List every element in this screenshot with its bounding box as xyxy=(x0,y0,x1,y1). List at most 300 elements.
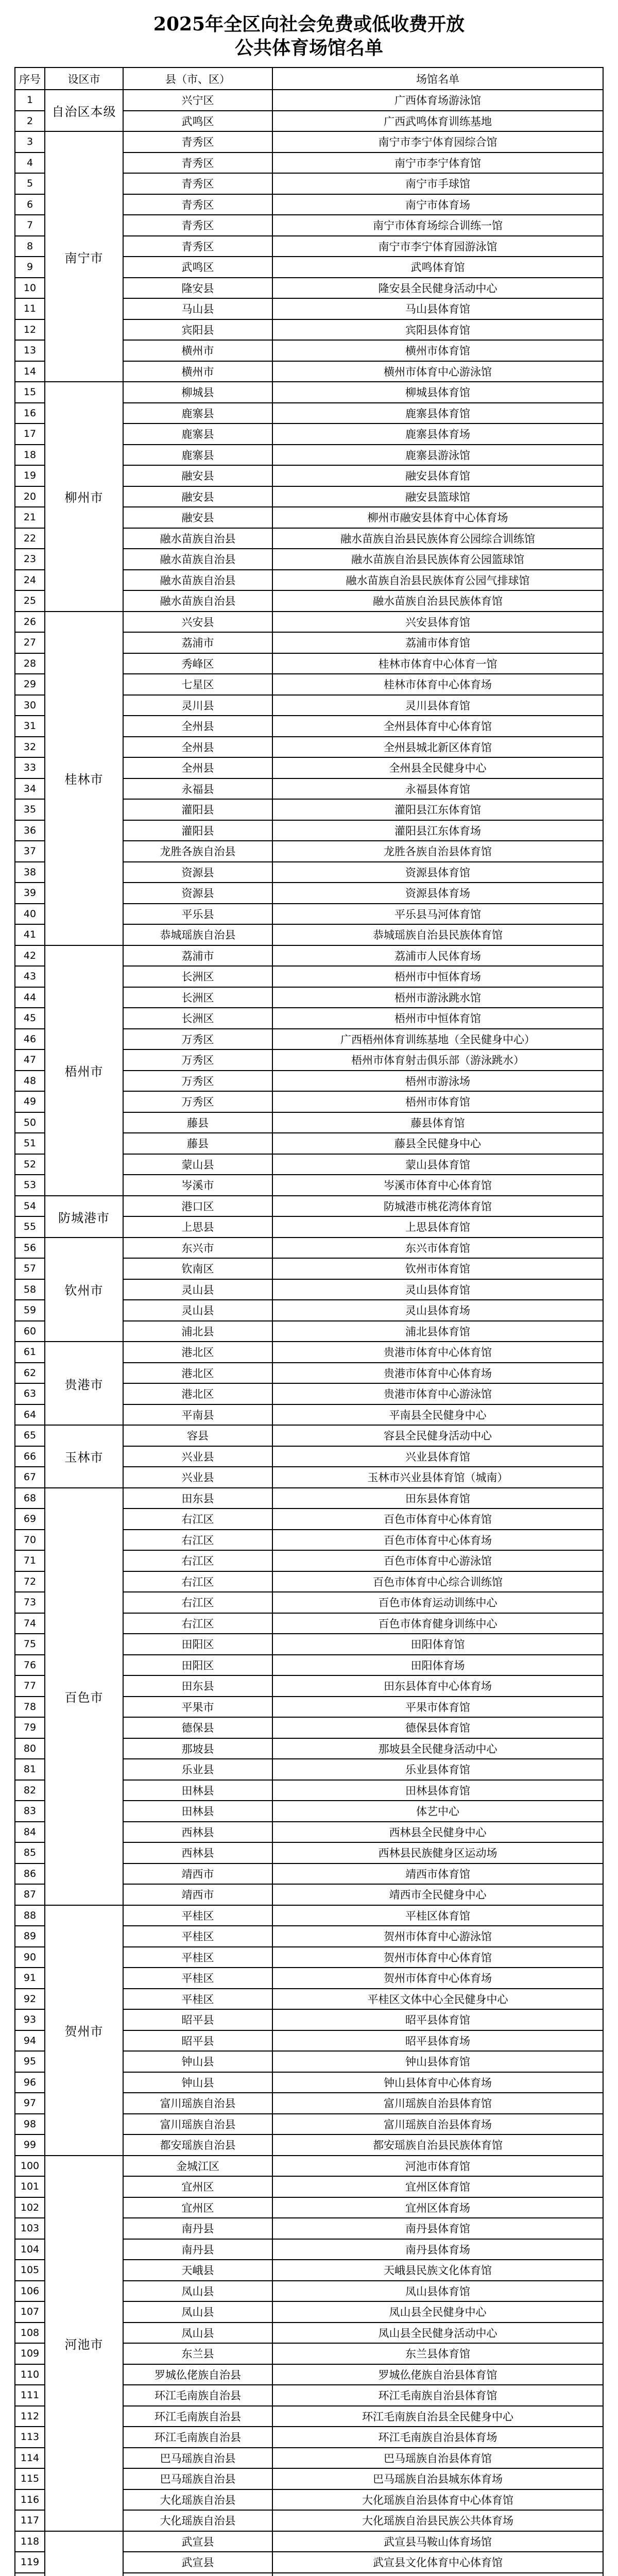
county-cell: 龙胜各族自治县 xyxy=(123,841,272,862)
county-cell: 港北区 xyxy=(123,1383,272,1404)
venue-cell: 融水苗族自治县民族体育公园篮球馆 xyxy=(272,549,603,570)
county-cell: 港北区 xyxy=(123,1363,272,1384)
venue-cell xyxy=(272,2573,603,2576)
row-seq: 80 xyxy=(15,1738,45,1759)
venue-cell: 灌阳县江东体育场 xyxy=(272,820,603,841)
county-cell: 资源县 xyxy=(123,862,272,883)
venue-cell: 南宁市手球馆 xyxy=(272,173,603,194)
county-cell: 大化瑶族自治县 xyxy=(123,2489,272,2511)
row-seq: 21 xyxy=(15,507,45,528)
county-cell: 靖西市 xyxy=(123,1884,272,1905)
county-cell: 田林县 xyxy=(123,1780,272,1801)
county-cell: 柳城县 xyxy=(123,382,272,403)
row-seq: 91 xyxy=(15,1968,45,1989)
venue-cell: 百色市体育中心综合训练馆 xyxy=(272,1571,603,1592)
table-row xyxy=(15,2531,603,2552)
venue-cell: 百色市体育中心体育馆 xyxy=(272,1509,603,1530)
venue-cell: 田阳体育场 xyxy=(272,1655,603,1676)
header-city: 设区市 xyxy=(45,67,123,90)
row-seq: 113 xyxy=(15,2427,45,2448)
county-cell: 凤山县 xyxy=(123,2281,272,2302)
city-cell: 柳州市 xyxy=(45,382,123,612)
venue-cell: 靖西市体育馆 xyxy=(272,1863,603,1885)
city-cell: 桂林市 xyxy=(45,612,123,945)
city-cell xyxy=(45,2531,123,2576)
venue-cell: 梧州市体育馆 xyxy=(272,1091,603,1112)
row-seq: 117 xyxy=(15,2510,45,2531)
county-cell: 宜州区 xyxy=(123,2197,272,2218)
row-seq: 110 xyxy=(15,2364,45,2385)
county-cell: 钟山县 xyxy=(123,2072,272,2093)
row-seq: 74 xyxy=(15,1613,45,1634)
venue-cell: 河池市体育馆 xyxy=(272,2156,603,2177)
venue-cell: 武鸣体育馆 xyxy=(272,257,603,278)
venue-cell: 田林县体育馆 xyxy=(272,1780,603,1801)
row-seq: 83 xyxy=(15,1801,45,1822)
table-row xyxy=(15,945,603,967)
row-seq: 29 xyxy=(15,674,45,695)
row-seq: 19 xyxy=(15,465,45,486)
row-seq: 101 xyxy=(15,2176,45,2197)
county-cell: 融安县 xyxy=(123,486,272,507)
county-cell: 大化瑶族自治县 xyxy=(123,2510,272,2531)
row-seq: 98 xyxy=(15,2114,45,2135)
row-seq: 75 xyxy=(15,1634,45,1655)
venue-cell: 田东县体育中心体育场 xyxy=(272,1675,603,1697)
row-seq: 45 xyxy=(15,1008,45,1029)
row-seq: 7 xyxy=(15,215,45,236)
row-seq: 13 xyxy=(15,340,45,361)
county-cell: 青秀区 xyxy=(123,131,272,152)
row-seq: 22 xyxy=(15,528,45,549)
city-cell: 钦州市 xyxy=(45,1238,123,1342)
county-cell: 秀峰区 xyxy=(123,653,272,674)
county-cell: 宜州区 xyxy=(123,2176,272,2197)
row-seq: 4 xyxy=(15,152,45,174)
county-cell: 武宣县 xyxy=(123,2552,272,2573)
county-cell: 荔浦市 xyxy=(123,945,272,967)
row-seq: 119 xyxy=(15,2552,45,2573)
venue-cell: 梧州市游泳跳水馆 xyxy=(272,987,603,1008)
county-cell: 德保县 xyxy=(123,1717,272,1738)
row-seq: 6 xyxy=(15,194,45,215)
header-county: 县（市、区） xyxy=(123,67,272,90)
table-row xyxy=(15,1905,603,1926)
row-seq: 68 xyxy=(15,1488,45,1509)
venue-table xyxy=(14,67,604,2576)
venue-cell: 东兰县体育馆 xyxy=(272,2343,603,2364)
venue-cell: 柳城县体育馆 xyxy=(272,382,603,403)
venue-cell: 柳州市融安县体育中心体育场 xyxy=(272,507,603,528)
venue-cell: 马山县体育馆 xyxy=(272,298,603,319)
county-cell: 田阳区 xyxy=(123,1634,272,1655)
row-seq: 96 xyxy=(15,2072,45,2093)
row-seq: 26 xyxy=(15,612,45,633)
county-cell: 平桂区 xyxy=(123,1989,272,2010)
venue-cell: 凤山县全民健身中心 xyxy=(272,2301,603,2323)
row-seq: 24 xyxy=(15,570,45,591)
county-cell: 万秀区 xyxy=(123,1049,272,1071)
row-seq: 71 xyxy=(15,1550,45,1571)
venue-cell: 田东县体育馆 xyxy=(272,1488,603,1509)
city-cell: 防城港市 xyxy=(45,1196,123,1238)
venue-cell: 融水苗族自治县民族体育公园综合训练馆 xyxy=(272,528,603,549)
table-row xyxy=(15,90,603,111)
county-cell: 都安瑶族自治县 xyxy=(123,2134,272,2156)
row-seq: 79 xyxy=(15,1717,45,1738)
venue-cell: 全州县城北新区体育馆 xyxy=(272,737,603,758)
venue-cell: 宜州区体育场 xyxy=(272,2197,603,2218)
venue-cell: 环江毛南族自治县体育馆 xyxy=(272,2385,603,2406)
venue-cell: 藤县体育馆 xyxy=(272,1112,603,1133)
row-seq: 55 xyxy=(15,1216,45,1238)
table-body xyxy=(15,90,603,2576)
venue-cell: 南丹县体育馆 xyxy=(272,2218,603,2239)
county-cell: 港北区 xyxy=(123,1342,272,1363)
table-row xyxy=(15,2156,603,2177)
county-cell: 青秀区 xyxy=(123,236,272,257)
table-row xyxy=(15,1342,603,1363)
venue-cell: 平乐县马河体育馆 xyxy=(272,904,603,925)
row-seq: 43 xyxy=(15,966,45,987)
venue-cell: 桂林市体育中心体育场 xyxy=(272,674,603,695)
county-cell: 富川瑶族自治县 xyxy=(123,2093,272,2114)
venue-cell: 百色市体育中心游泳馆 xyxy=(272,1550,603,1571)
venue-cell: 南宁市体育场 xyxy=(272,194,603,215)
venue-cell: 蒙山县体育馆 xyxy=(272,1154,603,1175)
county-cell: 青秀区 xyxy=(123,194,272,215)
venue-cell: 百色市体育中心体育场 xyxy=(272,1530,603,1551)
row-seq: 16 xyxy=(15,403,45,424)
row-seq: 64 xyxy=(15,1404,45,1426)
venue-cell: 融水苗族自治县民族体育公园气排球馆 xyxy=(272,570,603,591)
row-seq: 18 xyxy=(15,445,45,466)
row-seq: 66 xyxy=(15,1446,45,1467)
county-cell: 蒙山县 xyxy=(123,1154,272,1175)
venue-cell: 靖西市全民健身中心 xyxy=(272,1884,603,1905)
county-cell: 兴业县 xyxy=(123,1467,272,1488)
row-seq: 44 xyxy=(15,987,45,1008)
venue-cell: 兴安县体育馆 xyxy=(272,612,603,633)
county-cell: 钟山县 xyxy=(123,2051,272,2072)
city-cell: 南宁市 xyxy=(45,131,123,382)
county-cell: 宾阳县 xyxy=(123,319,272,341)
row-seq: 28 xyxy=(15,653,45,674)
table-row xyxy=(15,382,603,403)
county-cell: 环江毛南族自治县 xyxy=(123,2406,272,2427)
county-cell: 田东县 xyxy=(123,1488,272,1509)
county-cell: 巴马瑶族自治县 xyxy=(123,2468,272,2489)
venue-cell: 玉林市兴业县体育馆（城南） xyxy=(272,1467,603,1488)
row-seq: 40 xyxy=(15,904,45,925)
document-title-line2: 公共体育场馆名单 xyxy=(234,37,383,59)
venue-cell: 南宁市体育场综合训练一馆 xyxy=(272,215,603,236)
venue-cell: 贺州市体育中心游泳馆 xyxy=(272,1926,603,1947)
county-cell: 平桂区 xyxy=(123,1926,272,1947)
venue-cell: 西林县全民健身中心 xyxy=(272,1822,603,1843)
row-seq: 97 xyxy=(15,2093,45,2114)
row-seq: 49 xyxy=(15,1091,45,1112)
county-cell: 灌阳县 xyxy=(123,820,272,841)
county-cell: 横州市 xyxy=(123,340,272,361)
county-cell: 南丹县 xyxy=(123,2239,272,2260)
venue-cell: 横州市体育馆 xyxy=(272,340,603,361)
venue-cell: 贵港市体育中心游泳馆 xyxy=(272,1383,603,1404)
row-seq: 61 xyxy=(15,1342,45,1363)
county-cell: 万秀区 xyxy=(123,1091,272,1112)
county-cell: 万秀区 xyxy=(123,1029,272,1050)
row-seq: 56 xyxy=(15,1238,45,1259)
row-seq: 78 xyxy=(15,1697,45,1718)
county-cell: 全州县 xyxy=(123,757,272,778)
row-seq: 107 xyxy=(15,2301,45,2323)
row-seq: 20 xyxy=(15,486,45,507)
county-cell: 融安县 xyxy=(123,507,272,528)
venue-cell: 荔浦市人民体育场 xyxy=(272,945,603,967)
venue-cell: 环江毛南族自治县全民健身中心 xyxy=(272,2406,603,2427)
venue-cell: 贺州市体育中心体育馆 xyxy=(272,1947,603,1968)
row-seq: 82 xyxy=(15,1780,45,1801)
county-cell: 兴安县 xyxy=(123,612,272,633)
venue-cell: 融安县篮球馆 xyxy=(272,486,603,507)
row-seq: 27 xyxy=(15,632,45,653)
county-cell: 那坡县 xyxy=(123,1738,272,1759)
row-seq: 94 xyxy=(15,2030,45,2052)
row-seq: 89 xyxy=(15,1926,45,1947)
header-seq: 序号 xyxy=(15,67,45,90)
county-cell: 右江区 xyxy=(123,1571,272,1592)
venue-cell: 广西武鸣体育训练基地 xyxy=(272,111,603,132)
county-cell: 田东县 xyxy=(123,1675,272,1697)
city-cell: 梧州市 xyxy=(45,945,123,1196)
county-cell: 隆安县 xyxy=(123,278,272,299)
venue-cell: 南宁市李宁体育馆 xyxy=(272,152,603,174)
county-cell: 靖西市 xyxy=(123,1863,272,1885)
county-cell: 灵山县 xyxy=(123,1300,272,1321)
county-cell: 万秀区 xyxy=(123,1071,272,1092)
city-cell: 百色市 xyxy=(45,1488,123,1905)
venue-cell: 全州县全民健身中心 xyxy=(272,757,603,778)
venue-cell: 鹿寨县体育场 xyxy=(272,423,603,445)
row-seq: 65 xyxy=(15,1425,45,1446)
venue-cell: 平桂区体育馆 xyxy=(272,1905,603,1926)
county-cell: 平南县 xyxy=(123,1404,272,1426)
row-seq: 58 xyxy=(15,1279,45,1300)
venue-cell: 钟山县体育馆 xyxy=(272,2051,603,2072)
county-cell: 环江毛南族自治县 xyxy=(123,2427,272,2448)
venue-cell: 都安瑶族自治县民族体育馆 xyxy=(272,2134,603,2156)
venue-cell: 容县全民健身活动中心 xyxy=(272,1425,603,1446)
county-cell: 金城江区 xyxy=(123,2156,272,2177)
venue-cell: 乐业县体育馆 xyxy=(272,1759,603,1780)
row-seq: 33 xyxy=(15,757,45,778)
venue-cell: 天峨县民族文化体育馆 xyxy=(272,2260,603,2281)
table-row xyxy=(15,612,603,633)
venue-cell: 宜州区体育馆 xyxy=(272,2176,603,2197)
venue-cell: 鹿寨县游泳馆 xyxy=(272,445,603,466)
row-seq: 106 xyxy=(15,2281,45,2302)
venue-cell: 资源县体育馆 xyxy=(272,862,603,883)
county-cell: 资源县 xyxy=(123,883,272,904)
county-cell: 南丹县 xyxy=(123,2218,272,2239)
county-cell: 荔浦市 xyxy=(123,632,272,653)
document-title-line1: 2025年全区向社会免费或低收费开放 xyxy=(153,13,465,35)
row-seq: 72 xyxy=(15,1571,45,1592)
venue-cell: 巴马瑶族自治县体育馆 xyxy=(272,2448,603,2469)
row-seq: 109 xyxy=(15,2343,45,2364)
venue-cell: 平桂区文体中心全民健身中心 xyxy=(272,1989,603,2010)
venue-cell: 全州县体育中心体育馆 xyxy=(272,716,603,737)
county-cell: 灵川县 xyxy=(123,695,272,716)
row-seq: 2 xyxy=(15,111,45,132)
row-seq xyxy=(15,2573,45,2576)
venue-cell: 贺州市体育中心体育场 xyxy=(272,1968,603,1989)
venue-cell: 凤山县全民健身活动中心 xyxy=(272,2323,603,2344)
venue-cell: 恭城瑶族自治县民族体育馆 xyxy=(272,924,603,945)
venue-cell: 永福县体育馆 xyxy=(272,778,603,800)
row-seq: 41 xyxy=(15,924,45,945)
row-seq: 100 xyxy=(15,2156,45,2177)
county-cell: 田阳区 xyxy=(123,1655,272,1676)
venue-cell: 西林县民族健身区运动场 xyxy=(272,1842,603,1863)
venue-cell: 融安县体育馆 xyxy=(272,465,603,486)
county-cell: 鹿寨县 xyxy=(123,403,272,424)
venue-cell: 田阳体育馆 xyxy=(272,1634,603,1655)
row-seq: 5 xyxy=(15,173,45,194)
county-cell: 融水苗族自治县 xyxy=(123,528,272,549)
county-cell: 鹿寨县 xyxy=(123,445,272,466)
row-seq: 116 xyxy=(15,2489,45,2511)
city-cell: 河池市 xyxy=(45,2156,123,2531)
county-cell: 长洲区 xyxy=(123,1008,272,1029)
venue-cell: 富川瑶族自治县体育馆 xyxy=(272,2093,603,2114)
row-seq: 118 xyxy=(15,2531,45,2552)
row-seq: 39 xyxy=(15,883,45,904)
county-cell: 平乐县 xyxy=(123,904,272,925)
row-seq: 87 xyxy=(15,1884,45,1905)
row-seq: 63 xyxy=(15,1383,45,1404)
venue-cell: 贵港市体育中心体育馆 xyxy=(272,1342,603,1363)
venue-cell: 荔浦市体育馆 xyxy=(272,632,603,653)
venue-cell: 百色市体育健身训练中心 xyxy=(272,1613,603,1634)
row-seq: 104 xyxy=(15,2239,45,2260)
county-cell: 上思县 xyxy=(123,1216,272,1238)
county-cell: 右江区 xyxy=(123,1613,272,1634)
county-cell: 平桂区 xyxy=(123,1947,272,1968)
row-seq: 84 xyxy=(15,1822,45,1843)
county-cell: 融水苗族自治县 xyxy=(123,590,272,612)
venue-cell: 梧州市中恒体育馆 xyxy=(272,1008,603,1029)
city-cell: 贺州市 xyxy=(45,1905,123,2156)
venue-cell: 龙胜各族自治县体育馆 xyxy=(272,841,603,862)
venue-cell: 兴业县体育馆 xyxy=(272,1446,603,1467)
row-seq: 60 xyxy=(15,1321,45,1342)
row-seq: 3 xyxy=(15,131,45,152)
venue-cell: 灵川县体育馆 xyxy=(272,695,603,716)
county-cell: 长洲区 xyxy=(123,987,272,1008)
row-seq: 92 xyxy=(15,1989,45,2010)
county-cell: 融水苗族自治县 xyxy=(123,570,272,591)
venue-cell: 鹿寨县体育馆 xyxy=(272,403,603,424)
venue-cell: 昭平县体育场 xyxy=(272,2030,603,2052)
venue-cell: 环江毛南族自治县体育场 xyxy=(272,2427,603,2448)
row-seq: 85 xyxy=(15,1842,45,1863)
venue-cell: 南丹县体育场 xyxy=(272,2239,603,2260)
row-seq: 53 xyxy=(15,1175,45,1196)
venue-cell: 武宣县马鞍山体育场馆 xyxy=(272,2531,603,2552)
row-seq: 30 xyxy=(15,695,45,716)
county-cell: 恭城瑶族自治县 xyxy=(123,924,272,945)
row-seq: 69 xyxy=(15,1509,45,1530)
row-seq: 15 xyxy=(15,382,45,403)
row-seq: 17 xyxy=(15,423,45,445)
venue-cell: 藤县全民健身中心 xyxy=(272,1133,603,1154)
venue-cell: 钦州市体育馆 xyxy=(272,1258,603,1279)
county-cell: 右江区 xyxy=(123,1592,272,1613)
row-seq: 52 xyxy=(15,1154,45,1175)
venue-cell: 灵山县体育场 xyxy=(272,1300,603,1321)
row-seq: 81 xyxy=(15,1759,45,1780)
row-seq: 34 xyxy=(15,778,45,800)
row-seq: 51 xyxy=(15,1133,45,1154)
county-cell: 田林县 xyxy=(123,1801,272,1822)
county-cell: 东兴市 xyxy=(123,1238,272,1259)
table-row xyxy=(15,1488,603,1509)
venue-cell: 广西体育场游泳馆 xyxy=(272,90,603,111)
row-seq: 99 xyxy=(15,2134,45,2156)
row-seq: 70 xyxy=(15,1530,45,1551)
row-seq: 112 xyxy=(15,2406,45,2427)
row-seq: 38 xyxy=(15,862,45,883)
county-cell: 罗城仫佬族自治县 xyxy=(123,2364,272,2385)
row-seq: 14 xyxy=(15,361,45,382)
county-cell: 兴业县 xyxy=(123,1446,272,1467)
county-cell: 灌阳县 xyxy=(123,799,272,820)
county-cell: 灵山县 xyxy=(123,1279,272,1300)
row-seq: 11 xyxy=(15,298,45,319)
county-cell: 青秀区 xyxy=(123,152,272,174)
table-row xyxy=(15,1425,603,1446)
county-cell: 环江毛南族自治县 xyxy=(123,2385,272,2406)
county-cell: 融安县 xyxy=(123,465,272,486)
venue-cell: 东兴市体育馆 xyxy=(272,1238,603,1259)
venue-cell: 体艺中心 xyxy=(272,1801,603,1822)
county-cell: 青秀区 xyxy=(123,215,272,236)
venue-cell: 百色市体育运动训练中心 xyxy=(272,1592,603,1613)
venue-cell: 防城港市桃花湾体育馆 xyxy=(272,1196,603,1217)
county-cell: 港口区 xyxy=(123,1196,272,1217)
row-seq: 86 xyxy=(15,1863,45,1885)
row-seq: 73 xyxy=(15,1592,45,1613)
row-seq: 37 xyxy=(15,841,45,862)
county-cell: 全州县 xyxy=(123,716,272,737)
county-cell: 容县 xyxy=(123,1425,272,1446)
table-row xyxy=(15,131,603,152)
county-cell: 全州县 xyxy=(123,737,272,758)
county-cell: 富川瑶族自治县 xyxy=(123,2114,272,2135)
row-seq: 103 xyxy=(15,2218,45,2239)
county-cell xyxy=(123,2573,272,2576)
venue-cell: 资源县体育场 xyxy=(272,883,603,904)
venue-cell: 罗城仫佬族自治县体育馆 xyxy=(272,2364,603,2385)
county-cell: 永福县 xyxy=(123,778,272,800)
row-seq: 114 xyxy=(15,2448,45,2469)
venue-cell: 梧州市游泳场 xyxy=(272,1071,603,1092)
venue-cell: 昭平县体育馆 xyxy=(272,2009,603,2030)
venue-cell: 梧州市中恒体育场 xyxy=(272,966,603,987)
venue-cell: 平南县全民健身中心 xyxy=(272,1404,603,1426)
county-cell: 岑溪市 xyxy=(123,1175,272,1196)
